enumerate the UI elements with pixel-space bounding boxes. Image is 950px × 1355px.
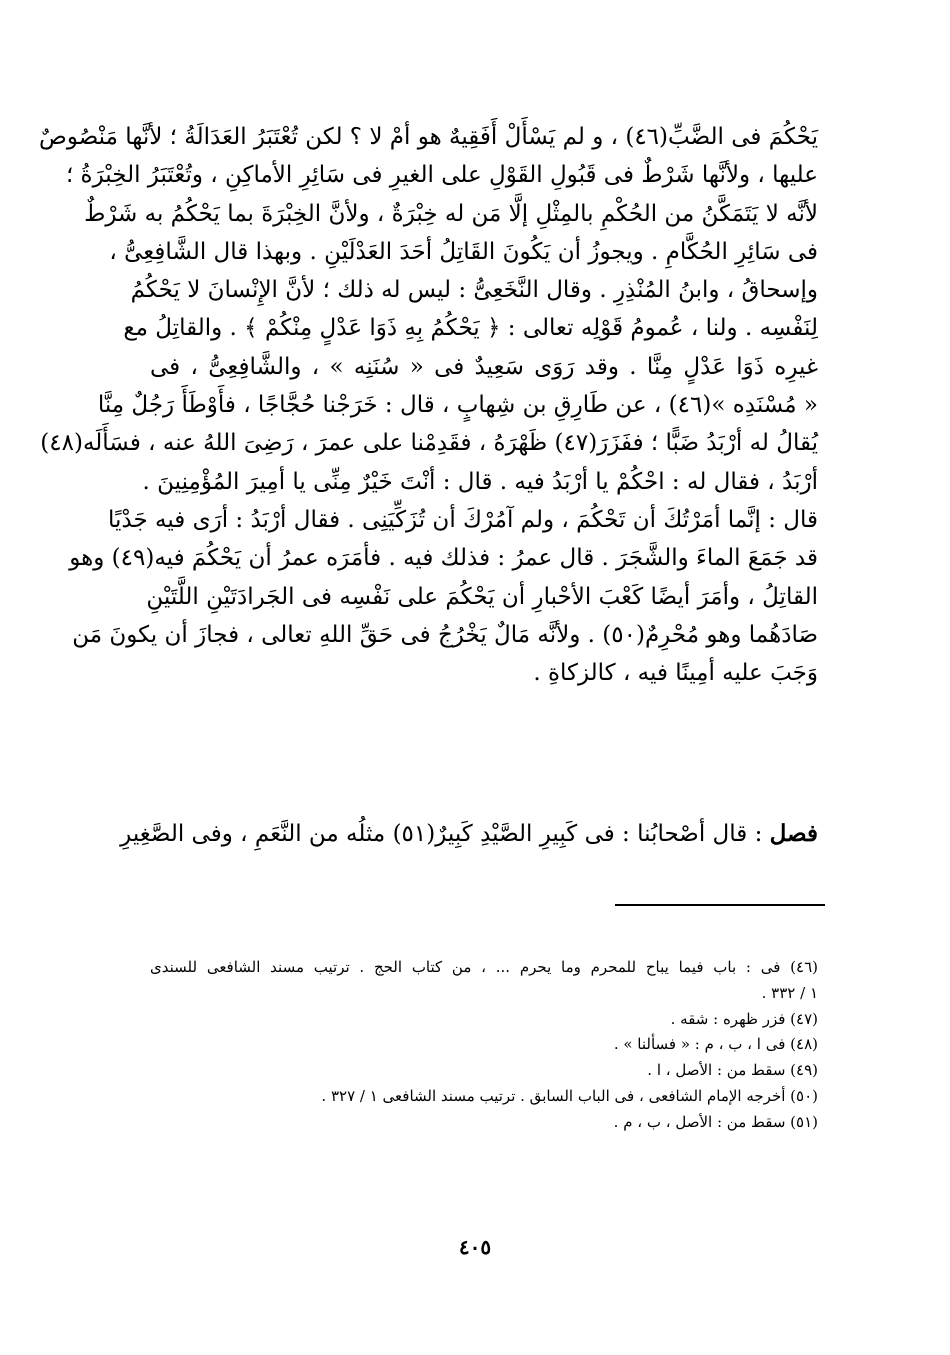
text-line: يَحْكُمَ فى الضَّبِّ(٤٦) ، و لم يَسْأَلْ أَفَقِيهٌ هو أمْ لا ؟ لكن تُعْتَبَرُ العَدَالَةُ ؛ لأنَّها مَنْصُوصٌ [39,124,818,150]
footnote-separator [615,904,825,906]
section-text: : قال أصْحابُنا : فى كَبِيرِ الصَّيْدِ كَبِيرٌ(٥١) مثلُه من النَّعَمِ ، وفى الصَّغِيرِ [120,821,763,847]
footnote-line: (٤٧) فزر ظهره : شقه . [670,1009,818,1028]
footnote-line: (٤٩) سقط من : الأصل ، ا . [647,1061,818,1080]
text-line: وإسحاقُ ، وابنُ المُنْذِرِ . وقال النَّخَعِىُّ : ليس له ذلك ؛ لأنَّ الإِنْسانَ لا يَحْكُمُ [130,277,818,304]
footnote-line: (٥١) سقط من : الأصل ، ب ، م . [613,1112,818,1131]
text-line: يُقالُ له أرْبَدُ ضَبًّا ؛ ففَزَرَ(٤٧) ظَهْرَهُ ، فقَدِمْنا على عمرَ ، رَضِىَ اللهُ عنه ، فسَأَلَه(٤٨) [40,430,818,457]
footnote-line: ١ / ٣٣٢ . [761,983,818,1002]
text-line: فى سَائِرِ الحُكَّامِ . ويجوزُ أن يَكُونَ القَاتِلُ أحَدَ العَدْلَيْنِ . وبهذا قال الشَّافِعِىُّ ، [109,238,818,265]
text-line: « مُسْنَدِه »(٤٦) ، عن طَارِقِ بن شِهابٍ ، قال : خَرَجْنا حُجَّاجًا ، فأَوْطَأَ رَجُلٌ مِنَّا [97,392,818,419]
footnote-line: (٤٨) فى ا ، ب ، م : « فسألنا » . [613,1035,818,1054]
main-text [39,118,818,692]
text-line: قال : إنَّما أمَرْتُكَ أن تَحْكُمَ ، ولم آمُرْكَ أن تُزَكِّيَنِى . فقال أرْبَدُ : أرَى فيه جَدْيًا [108,506,818,533]
section-fasl [120,815,818,853]
text-line: قد جَمَعَ الماءَ والشَّجَرَ . قال عمرُ : فذلك فيه . فأمَرَه عمرُ أن يَحْكُمَ فيه(٤٩) وهو [69,545,818,572]
text-line: القاتِلُ ، وأمَرَ أيضًا كَعْبَ الأحْبارِ أن يَحْكُمَ على نَفْسِه فى الجَرادَتَيْنِ اللَّتَيْنِ [146,583,818,610]
section-keyword: فصل [769,820,818,847]
text-line: وَجَبَ عليه أمِينًا فيه ، كالزكاةِ . [533,660,818,687]
footnote-line: (٥٠) أخرجه الإمام الشافعى ، فى الباب السابق . ترتيب مسند الشافعى ١ / ٣٢٧ . [321,1086,818,1105]
page-number: ٤٠٥ [458,1235,492,1259]
text-line: صَادَهُما وهو مُحْرِمٌ(٥٠) . ولأنَّه مَالٌ يَخْرُجُ فى حَقِّ اللهِ تعالى ، فجازَ أن يكونَ مَن [72,621,818,648]
text-line: أرْبَدُ ، فقال له : احْكُمْ يا أرْبَدُ فيه . قال : أنْتَ خَيْرٌ مِنِّى يا أمِيرَ المُؤْمِنِينَ . [142,468,818,495]
text-line: لِنَفْسِه . ولنا ، عُمومُ قَوْلِه تعالى : ﴿ يَحْكُمُ بِهِ ذَوَا عَدْلٍ مِنْكُمْ ﴾ . والقاتِلُ مع [123,315,818,342]
footnotes [150,955,818,1136]
text-line: عليها ، ولأنَّها شَرْطٌ فى قَبُولِ القَوْلِ على الغيرِ فى سَائِرِ الأماكِنِ ، وتُعْتَبَرُ الخِبْرَةُ ؛ [65,162,818,189]
text-line: غيرِه ذَوَا عَدْلٍ مِنَّا . وقد رَوَى سَعِيدٌ فى « سُنَنِه » ، والشَّافِعِىُّ ، فى [150,353,818,380]
text-line: لأنَّه لا يَتَمَكَّنُ من الحُكْمِ بالمِثْلِ إلَّا مَن له خِبْرَةٌ ، ولأنَّ الخِبْرَةَ بما يَحْكُمُ به شَرْطٌ [84,200,818,227]
footnote-line: (٤٦) فى : باب فيما يباح للمحرم وما يحرم ... ، من كتاب الحج . ترتيب مسند الشافعى للسندى [150,958,818,976]
